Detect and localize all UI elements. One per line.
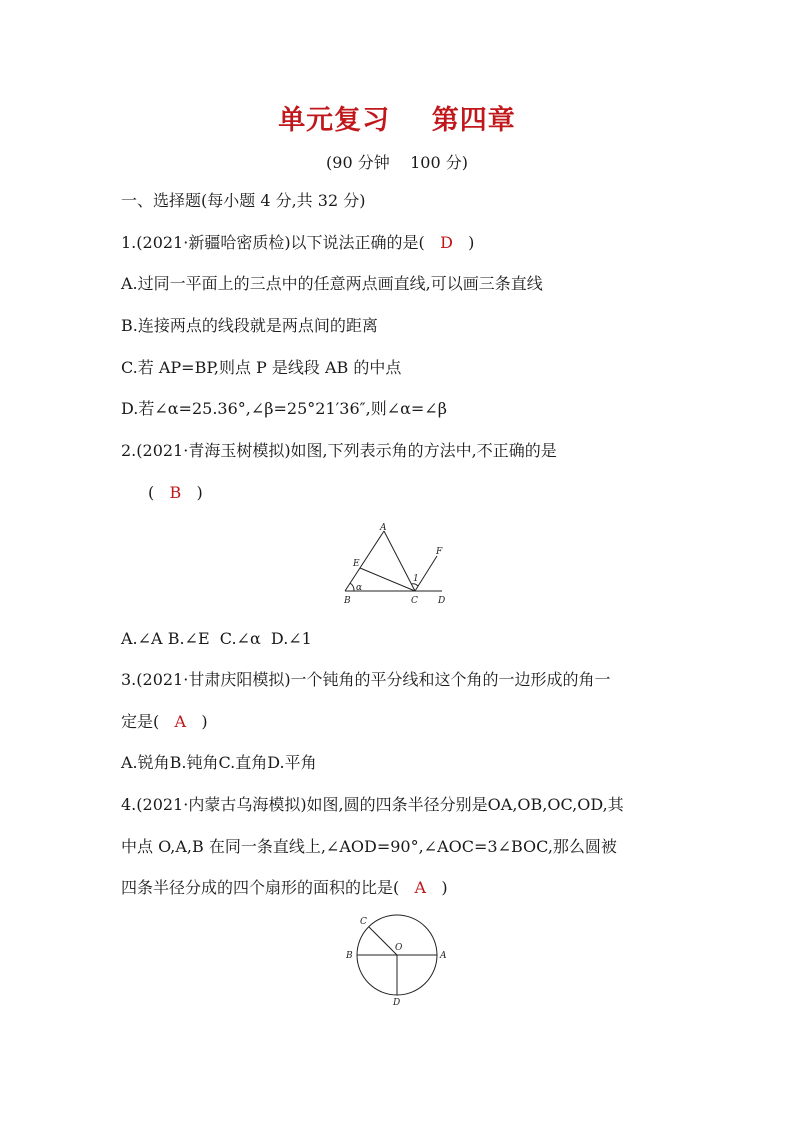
- question-2-answer-line: ( B ): [148, 483, 203, 502]
- question-1-option-a: A.过同一平面上的三点中的任意两点画直线,可以画三条直线: [121, 274, 543, 293]
- label-c: C: [411, 596, 418, 606]
- label-a: A: [380, 523, 387, 533]
- label-one: 1: [413, 574, 419, 584]
- label-b: B: [346, 951, 353, 961]
- circle-figure: [340, 910, 455, 1010]
- question-3-stem-line-2: 定是( A ): [121, 712, 208, 731]
- question-1-option-d: D.若∠α=25.36°,∠β=25°21′36″,则∠α=∠β: [121, 399, 447, 418]
- label-alpha: α: [356, 583, 363, 593]
- label-o: O: [395, 943, 403, 953]
- label-b: B: [344, 596, 351, 606]
- question-4-answer: A: [414, 878, 427, 897]
- label-e: E: [353, 559, 360, 569]
- question-3-stem-line-1: 3.(2021·甘肃庆阳模拟)一个钝角的平分线和这个角的一边形成的角一: [121, 670, 611, 689]
- label-d: D: [393, 998, 401, 1008]
- triangle-figure: [340, 520, 460, 608]
- question-3-options: A.锐角B.钝角C.直角D.平角: [121, 753, 317, 772]
- question-3-answer: A: [174, 712, 187, 731]
- exam-info: (90 分钟 100 分): [326, 153, 468, 172]
- question-2-stem: 2.(2021·青海玉树模拟)如图,下列表示角的方法中,不正确的是: [121, 441, 557, 460]
- question-2-options: A.∠A B.∠E C.∠α D.∠1: [121, 629, 312, 648]
- label-d: D: [438, 596, 446, 606]
- question-1-stem: 1.(2021·新疆哈密质检)以下说法正确的是( D ): [121, 233, 475, 252]
- question-1-option-b: B.连接两点的线段就是两点间的距离: [121, 316, 378, 335]
- question-4-stem-line-3: 四条半径分成的四个扇形的面积的比是( A ): [121, 878, 448, 897]
- question-4-stem-line-1: 4.(2021·内蒙古乌海模拟)如图,圆的四条半径分别是OA,OB,OC,OD,其: [121, 795, 624, 814]
- label-c: C: [360, 917, 367, 927]
- label-a: A: [440, 951, 447, 961]
- section-heading: 一、选择题(每小题 4 分,共 32 分): [121, 191, 366, 210]
- question-2-answer: B: [169, 483, 182, 502]
- question-1-answer: D: [440, 233, 453, 252]
- label-f: F: [436, 547, 443, 557]
- question-1-option-c: C.若 AP=BP,则点 P 是线段 AB 的中点: [121, 358, 402, 377]
- question-4-stem-line-2: 中点 O,A,B 在同一条直线上,∠AOD=90°,∠AOC=3∠BOC,那么圆被: [121, 837, 617, 856]
- page-title: 单元复习 第四章: [278, 105, 516, 136]
